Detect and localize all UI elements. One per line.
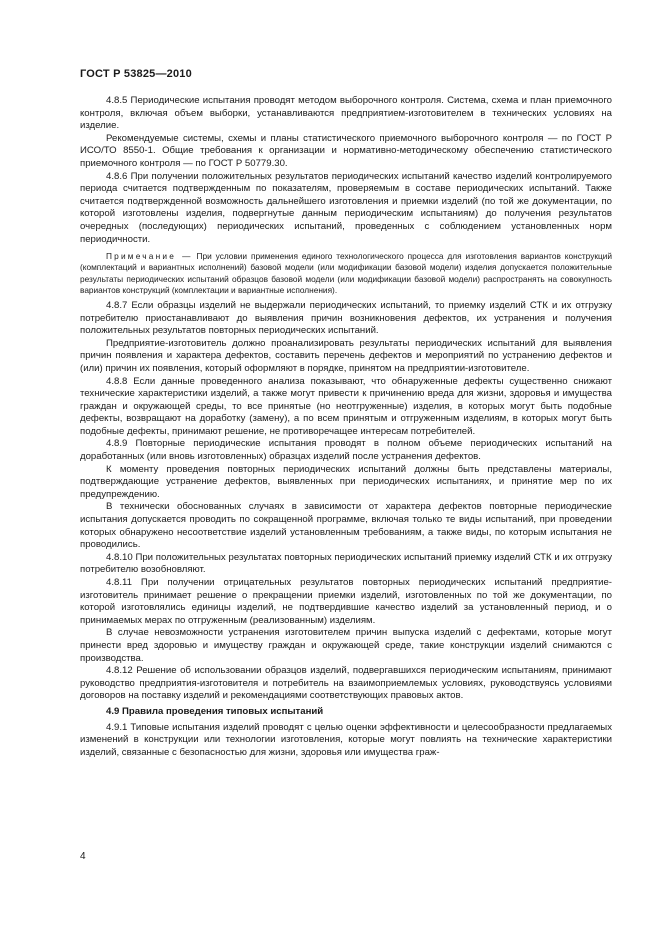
paragraph-4-8-12: 4.8.12 Решение об использовании образцов изделий, подвергавшихся периодическим испытаниям, принимают руководство предприятия-изготовителя и потребитель на взаимоприемлемых условиях, руководствуясь условиями договоров на поставку изделий и рекомендациями соответствующих правовых актов. xyxy=(80,665,612,702)
page-header-standard-code: ГОСТ Р 53825—2010 xyxy=(80,68,192,80)
note-label: Примечание — xyxy=(106,251,193,262)
paragraph-4-8-8: 4.8.8 Если данные проведенного анализа показывают, что обнаруженные дефекты существенно снижают технические характеристики изделий, а также могут привести к причинению вреда для жизни, здоровья и имущества граждан и окружающей среды, то все принятые (но неотгруженные) изделия, в которых могут быть подобные дефекты, возвращают на доработку (замену), а по всем принятым и отгруженным изделиям, в которых могут быть подобные дефекты, принимают решение, не противоречащее интересам потребителей. xyxy=(80,375,612,437)
paragraph-impossibility-of-elimination: В случае невозможности устранения изготовителем причин выпуска изделий с дефектами, которые могут принести вред здоровью и имуществу граждан и окружающей среде, такие конструкции изделий снимаются с производства. xyxy=(80,627,612,664)
paragraph-4-8-10: 4.8.10 При положительных результатах повторных периодических испытаний приемку изделий СТК и их отгрузку потребителю возобновляют. xyxy=(80,551,612,576)
paragraph-4-8-9: 4.8.9 Повторные периодические испытания проводят в полном объеме периодических испытаний на доработанных (или вновь изготовленных) образцах изделий после устранения дефектов. xyxy=(80,438,612,463)
paragraph-4-8-6: 4.8.6 При получении положительных результатов периодических испытаний качество изделий контролируемого периода считается подтвержденным по показателям, проверяемым в составе периодических испытаний. Также считается подтвержденной возможность дальнейшего изготовления и приемки изделий (по той же документации, по которой изготовлены изделия, подвергнутые данным периодическим испытаниям) до получения результатов очередных (последующих) периодических испытаний, проведенных с соблюдением установленных норм периодичности. xyxy=(80,170,612,245)
note-text: При условии применения единого технологического процесса для изготовления вариантов конструкций (комплектаций и вариантных исполнений) базовой модели (или модификации базовой модели) изделия допускается положительные результаты периодических испытаний образцов базовой модели (или модификации базовой модели) распространять на совокупность вариантов конструкций (комплектации и вариантные исполнения). xyxy=(80,251,612,295)
note-block xyxy=(80,251,612,296)
paragraph-4-8-7: 4.8.7 Если образцы изделий не выдержали периодических испытаний, то приемку изделий СТК и их отгрузку потребителю приостанавливают до выявления причин возникновения дефектов, их устранения и получения положительных результатов повторных периодических испытаний. xyxy=(80,299,612,337)
paragraph-4-8-5: 4.8.5 Периодические испытания проводят методом выборочного контроля. Система, схема и план приемочного контроля, включая объем выборки, устанавливаются предприятием-изготовителем в технических условиях на изделие. xyxy=(80,95,612,132)
section-heading-4-9: 4.9 Правила проведения типовых испытаний xyxy=(106,705,324,717)
document-body xyxy=(80,95,612,759)
page-number: 4 xyxy=(80,851,86,862)
paragraph-4-9-1: 4.9.1 Типовые испытания изделий проводят с целью оценки эффективности и целесообразности предлагаемых изменений в конструкции или технологии изготовления, которые могут повлиять на технические характеристики изделий, связанные с безопасностью для жизни, здоровья или имущества граж- xyxy=(80,721,612,758)
paragraph-reduced-program: В технически обоснованных случаях в зависимости от характера дефектов повторные периодические испытания допускается проводить по сокращенной программе, включая только те виды испытаний, при проведении которых обнаружено несоответствие изделий установленным требованиям, а также виды, по которым испытания не проводились. xyxy=(80,501,612,551)
paragraph-4-8-11: 4.8.11 При получении отрицательных результатов повторных периодических испытаний предприятие-изготовитель принимает решение о прекращении приемки изделий, изготовленных по той же документации, по которой изготовлялись единицы изделий, не подтвердившие качество изделий за установленный период, и о принимаемых мерах по отгруженным (реализованным) изделиям. xyxy=(80,577,612,626)
paragraph-recommended-systems: Рекомендуемые системы, схемы и планы статистического приемочного выборочного контроля — по ГОСТ Р ИСО/ТО 8550-1. Общие требования к организации и нормативно-методическому обеспечению статистического приемочного контроля — по ГОСТ Р 50779.30. xyxy=(80,132,612,169)
paragraph-manufacturer-analysis: Предприятие-изготовитель должно проанализировать результаты периодических испытаний для выявления причин появления и характера дефектов, составить перечень дефектов и мероприятий по устранению дефектов и (или) причин их появления, который оформляют в порядке, принятом на предприятии-изготовителе. xyxy=(80,337,612,374)
paragraph-materials-presented: К моменту проведения повторных периодических испытаний должны быть представлены материалы, подтверждающие устранение дефектов, выявленных при периодических испытаниях, и принятие мер по их предупреждению. xyxy=(80,463,612,500)
